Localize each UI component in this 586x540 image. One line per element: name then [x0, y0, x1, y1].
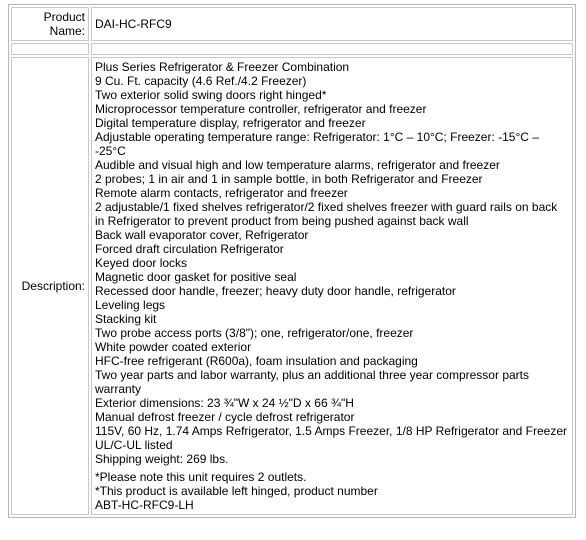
product-name-label: Product Name:	[11, 7, 89, 41]
description-line: HFC-free refrigerant (R600a), foam insulation and packaging	[95, 354, 418, 368]
description-row	[11, 57, 573, 515]
note-line: ABT-HC-RFC9-LH	[95, 498, 194, 512]
description-line: Digital temperature display, refrigerator and freezer	[95, 116, 366, 130]
description-line: Magnetic door gasket for positive seal	[95, 270, 297, 284]
description-line: Stacking kit	[95, 312, 157, 326]
description-line: Shipping weight: 269 lbs.	[95, 452, 229, 466]
description-line: Leveling legs	[95, 298, 166, 312]
description-line: Forced draft circulation Refrigerator	[95, 242, 284, 256]
description-label: Description:	[11, 57, 89, 515]
description-line: UL/C-UL listed	[95, 438, 173, 452]
product-spec-table	[8, 4, 576, 518]
description-line: Remote alarm contacts, refrigerator and freezer	[95, 186, 348, 200]
description-line: Manual defrost freezer / cycle defrost refrigerator	[95, 410, 355, 424]
description-line: White powder coated exterior	[95, 340, 252, 354]
description-line: Two probe access ports (3/8"); one, refrigerator/one, freezer	[95, 326, 414, 340]
product-name-value: DAI-HC-RFC9	[91, 7, 573, 41]
product-name-row	[11, 7, 573, 41]
description-line: 2 adjustable/1 fixed shelves refrigerator/2 fixed shelves freezer with guard rails on back in Refrigerator to prevent product from being pushed against back wall	[95, 200, 558, 228]
description-line: Exterior dimensions: 23 ¾"W x 24 ½"D x 66 ¾"H	[95, 396, 354, 410]
note-line: *This product is available left hinged, product number	[95, 484, 378, 498]
description-line: Back wall evaporator cover, Refrigerator	[95, 228, 309, 242]
description-line: Keyed door locks	[95, 256, 188, 270]
description-line: 115V, 60 Hz, 1.74 Amps Refrigerator, 1.5 Amps Freezer, 1/8 HP Refrigerator and Freezer	[95, 424, 568, 438]
spacer-cell-right	[91, 43, 573, 55]
note-line: *Please note this unit requires 2 outlets.	[95, 470, 307, 484]
description-line: Two year parts and labor warranty, plus an additional three year compressor parts warranty	[95, 368, 529, 396]
spacer-row	[11, 43, 573, 55]
description-value	[91, 57, 573, 515]
description-line: Recessed door handle, freezer; heavy duty door handle, refrigerator	[95, 284, 456, 298]
description-line: Adjustable operating temperature range: Refrigerator: 1°C – 10°C; Freezer: -15°C – -25°C	[95, 130, 539, 158]
description-line: Microprocessor temperature controller, refrigerator and freezer	[95, 102, 427, 116]
description-line: 9 Cu. Ft. capacity (4.6 Ref./4.2 Freezer)	[95, 74, 307, 88]
description-list	[95, 60, 569, 466]
description-notes	[95, 470, 569, 512]
spacer-cell-left	[11, 43, 89, 55]
description-line: Plus Series Refrigerator & Freezer Combination	[95, 60, 350, 74]
description-line: 2 probes; 1 in air and 1 in sample bottle, in both Refrigerator and Freezer	[95, 172, 483, 186]
description-line: Two exterior solid swing doors right hinged*	[95, 88, 327, 102]
description-line: Audible and visual high and low temperature alarms, refrigerator and freezer	[95, 158, 500, 172]
